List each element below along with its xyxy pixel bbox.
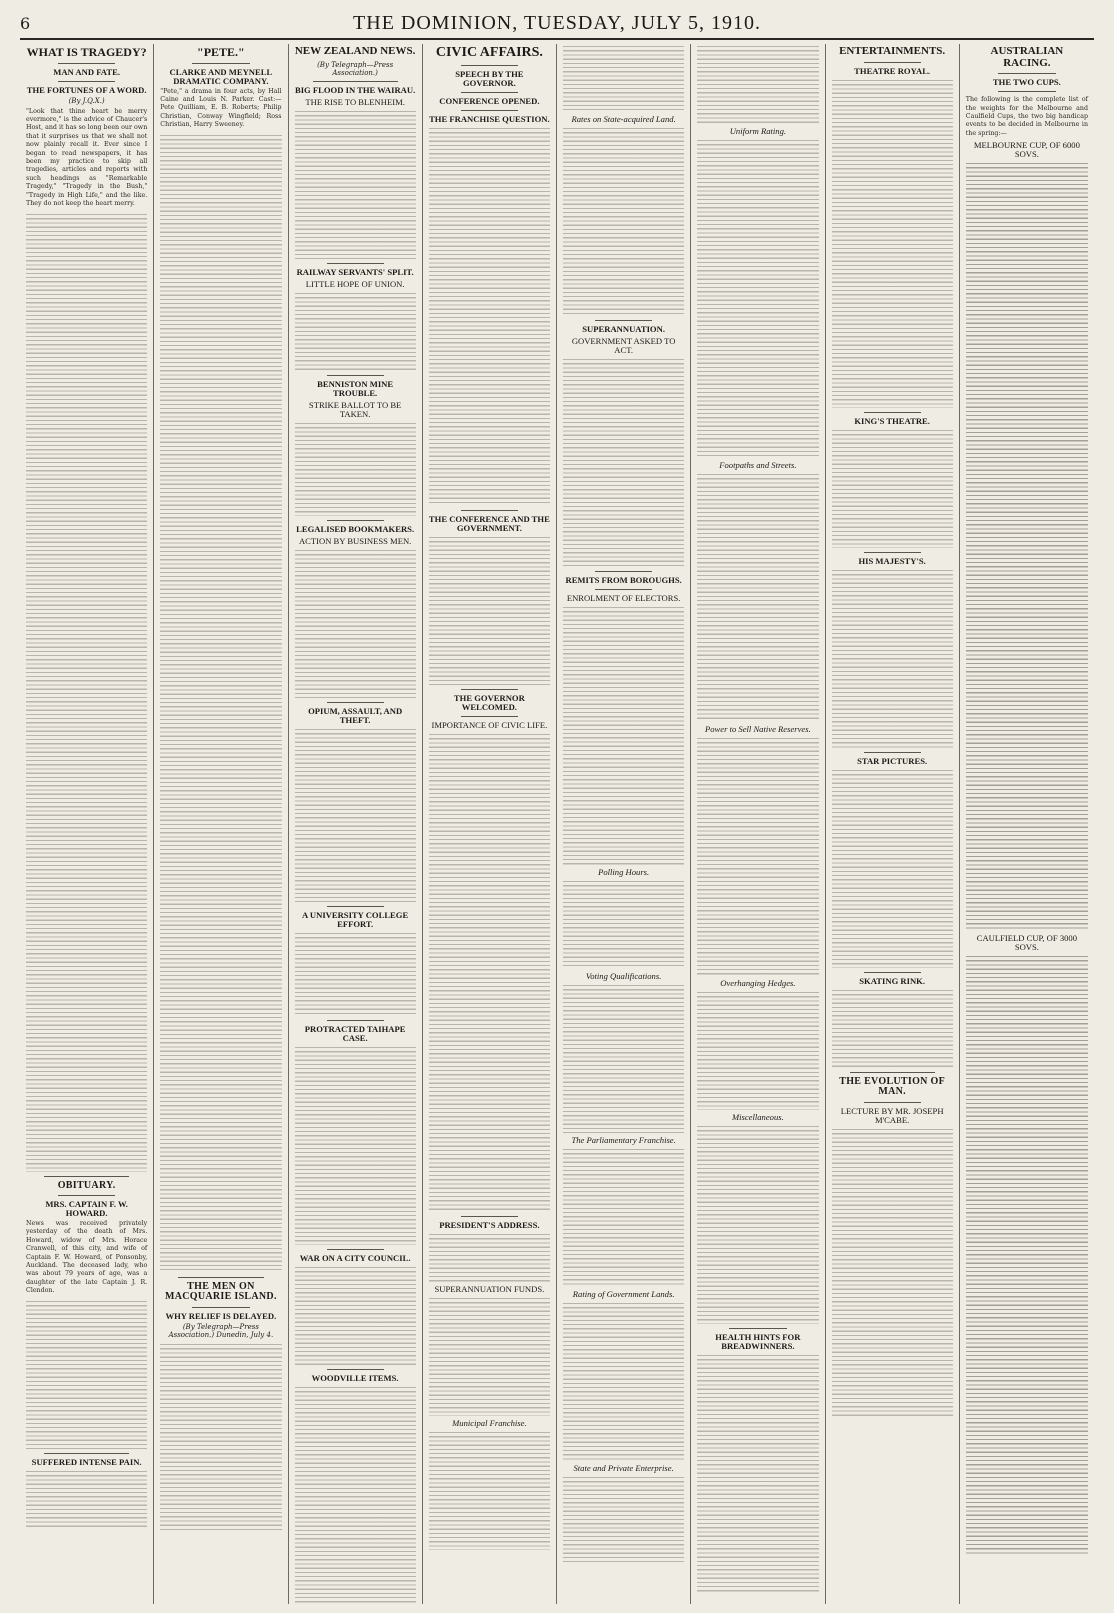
cast-paragraph: "Pete," a drama in four acts, by Hall Caine and Louis N. Parker. Cast:—Pete Quilliam, E. B. Roberts; Philip Christian, Conway Wingfield; Ross Christian, Harry Sweeney. [160,87,282,129]
headline-civic-affairs: CIVIC AFFAIRS. [435,45,543,60]
column-7 [826,44,960,1604]
article-paragraph: "Look that thine heart be merry evermore," is the advice of Chaucer's Host, and it has so long been our own that it surprises us that we shall not now plainly recall it. Ever since I began to read newspapers, it has been my practice to skip all tragedies, articles and reports with such headings as "Remarkable Tragedy," "Tragedy in the Bush," "Tragedy in High Life," and the like. They do not keep the heart merry. [26,107,148,208]
divider [313,81,398,82]
obituary-heading: OBITUARY. [57,1179,116,1191]
rating-govt-heading: Rating of Government Lands. [572,1289,675,1300]
divider [58,1195,115,1196]
super-funds-heading: SUPERANNUATION FUNDS. [434,1283,545,1294]
taihape-heading: PROTRACTED TAIHAPE CASE. [304,1023,406,1043]
macquarie-text-block [160,1342,281,1532]
divider [864,972,921,973]
kings-text-block [832,428,953,548]
state-private-heading: State and Private Enterprise. [573,1463,674,1474]
divider [461,1216,518,1217]
divider [729,1328,786,1329]
divider [850,1072,935,1073]
divider [327,520,384,521]
divider [461,110,518,111]
welcome-text-block [429,732,550,1212]
war-heading: WAR ON A CITY COUNCIL. [299,1252,411,1263]
obituary-text-block [26,1299,147,1449]
star-text-block [832,768,953,968]
benniston-heading: BENNISTON MINE TROUBLE. [317,378,394,398]
divider [998,73,1056,74]
hedges-heading: Overhanging Hedges. [720,978,796,989]
divider [327,906,384,907]
press-tag: (By Telegraph—Press Association.) [317,60,394,77]
divider [327,263,384,264]
bookmakers-heading: LEGALISED BOOKMAKERS. [296,523,415,534]
benniston-subhead: STRIKE BALLOT TO BE TAKEN. [308,399,402,419]
divider [44,1453,129,1454]
caulfield-cup-heading: CAULFIELD CUP, OF 3000 SOVS. [976,933,1078,953]
railway-heading: RAILWAY SERVANTS' SPLIT. [296,266,414,277]
headline-what-is-tragedy: WHAT IS TRAGEDY? [26,45,147,59]
melbourne-cup-heading: MELBOURNE CUP, OF 6000 SOVS. [973,140,1080,160]
subhead-man-and-fate: MAN AND FATE. [53,66,120,77]
column-8 [960,44,1094,1604]
column-2 [154,44,288,1604]
continued-text-block [563,44,684,112]
masthead [20,12,1094,40]
super-funds-text-block [429,1296,550,1416]
war-text-block [295,1265,416,1365]
divider [595,320,652,321]
majesty-text-block [832,568,953,748]
college-heading: A UNIVERSITY COLLEGE EFFORT. [302,909,409,929]
presidents-address-heading: PRESIDENT'S ADDRESS. [439,1219,540,1230]
divider [461,716,518,717]
column-4 [423,44,557,1604]
column-6 [691,44,825,1604]
pain-text-block [26,1469,147,1529]
headline-pete: "PETE." [197,45,245,59]
obituary-paragraph: News was received privately yesterday of the death of Mrs. Howard, widow of Mrs. Horace Cranwell, of this city, and wife of Captain F. W. Howard, of Ponsonby, Auckland. The deceased lady, who was about 79 years of age, was a daughter of the late Captain J. R. Clendon. [26,1220,148,1295]
divider [44,1176,129,1177]
masthead-title: THE DOMINION, TUESDAY, JULY 5, 1910. [353,12,761,34]
flood-heading: BIG FLOOD IN THE WAIRAU. [294,84,416,95]
flood-text-block [295,109,416,259]
page-number: 6 [20,14,31,33]
evolution-text-block [832,1127,953,1417]
headline-nz-news: NEW ZEALAND NEWS. [294,45,416,57]
native-reserves-heading: Power to Sell Native Reserves. [705,724,811,735]
two-cups-subhead: THE TWO CUPS. [992,77,1061,88]
conference-govt-heading: THE CONFERENCE AND THE GOVERNMENT. [428,513,550,533]
footpaths-heading: Footpaths and Streets. [719,460,797,471]
divider [178,1277,263,1278]
rates-heading: Rates on State-acquired Land. [571,114,676,124]
theatre-royal-heading: THEATRE ROYAL. [854,65,931,76]
column-5 [557,44,691,1604]
importance-heading: IMPORTANCE OF CIVIC LIFE. [431,719,548,730]
bookmakers-subhead: ACTION BY BUSINESS MEN. [298,535,412,546]
kings-theatre-heading: KING'S THEATRE. [854,415,930,426]
kicker-fortunes: THE FORTUNES OF A WORD. [26,84,147,95]
opium-text-block [295,727,416,902]
divider [192,1307,249,1308]
health-hints-heading: HEALTH HINTS FOR BREADWINNERS. [715,1332,801,1352]
uniform-rating-heading: Uniform Rating. [729,126,787,136]
star-pictures-heading: STAR PICTURES. [857,755,928,766]
macquarie-heading: THE MEN ON MACQUARIE ISLAND. [164,1280,277,1303]
voting-heading: Voting Qualifications. [585,971,662,982]
divider [864,1102,921,1103]
municipal-text-block [429,1430,550,1550]
railway-text-block [295,291,416,371]
polling-text-block [563,879,684,969]
divider [595,589,652,590]
evolution-subhead: LECTURE BY MR. JOSEPH M'CABE. [840,1105,944,1125]
rating-govt-text-block [563,1301,684,1461]
woodville-heading: WOODVILLE ITEMS. [311,1372,399,1383]
macquarie-tag: (By Telegraph—Press Association.) Dunedin, July 4. [168,1322,274,1339]
health-text-block [697,1353,818,1593]
native-reserves-text-block [697,736,818,976]
civic-text-block [429,126,550,506]
pain-heading: SUFFERED INTENSE PAIN. [31,1456,142,1467]
voting-text-block [563,983,684,1133]
municipal-franchise-heading: Municipal Franchise. [452,1417,527,1428]
divider [864,412,921,413]
superannuation-heading: SUPERANNUATION. [582,324,665,335]
his-majestys-heading: HIS MAJESTY'S. [858,555,926,566]
macquarie-subhead: WHY RELIEF IS DELAYED. [165,1310,277,1321]
superannuation-subhead: GOVERNMENT ASKED TO ACT. [571,336,676,356]
parliamentary-heading: The Parliamentary Franchise. [571,1135,676,1146]
column-3 [289,44,423,1604]
taihape-text-block [295,1045,416,1245]
divider [58,81,115,82]
divider [461,689,518,690]
subhead-franchise: THE FRANCHISE QUESTION. [429,113,550,124]
conference-text-block [429,535,550,685]
skating-heading: SKATING RINK. [859,975,925,986]
governor-welcomed-heading: THE GOVERNOR WELCOMED. [453,692,525,712]
divider [864,552,921,553]
headline-australian-racing: AUSTRALIAN RACING. [990,45,1064,69]
superannuation-text-block [563,357,684,567]
divider [327,1249,384,1250]
headline-entertainments: ENTERTAINMENTS. [839,45,946,57]
subhead-company: CLARKE AND MEYNELL DRAMATIC COMPANY. [169,66,273,86]
blenheim-heading: THE RISE TO BLENHEIM. [305,96,405,107]
divider [327,375,384,376]
divider [58,63,115,64]
racing-intro-paragraph: The following is the complete list of the weights for the Melbourne and Caulfield Cups, the two big handicap events to be decided in Melbourne in the spring:— [965,96,1088,137]
divider [998,91,1056,92]
divider [864,752,921,753]
subhead-conference: CONFERENCE OPENED. [439,95,540,106]
melbourne-weights-block [966,161,1088,931]
theatre-text-block [832,78,953,408]
misc-text-block [697,1124,818,1324]
uniform-rating-text-block [697,138,818,458]
columns [20,44,1094,1604]
divider [192,63,249,64]
benniston-text-block [295,421,416,516]
rates-text-block [563,126,684,316]
divider [864,62,921,63]
enrolment-heading: ENROLMENT OF ELECTORS. [566,593,681,604]
divider [327,702,384,703]
enrolment-text-block [563,605,684,865]
divider [461,92,518,93]
divider [595,571,652,572]
opium-heading: OPIUM, ASSAULT, AND THEFT. [308,705,403,725]
hedges-text-block [697,990,818,1110]
skating-text-block [832,988,953,1068]
railway-subhead: LITTLE HOPE OF UNION. [305,278,405,289]
remits-heading: REMITS FROM BOROUGHS. [565,575,682,586]
review-text-block [160,133,281,1273]
presidents-text-block [429,1232,550,1282]
divider [461,510,518,511]
parliamentary-text-block [563,1147,684,1287]
divider [327,1369,384,1370]
byline: (By J.Q.X.) [68,96,105,105]
misc-heading: Miscellaneous. [731,1112,784,1123]
divider [461,65,518,66]
polling-heading: Polling Hours. [598,867,650,878]
article-text-block [26,212,147,1172]
divider [327,1020,384,1021]
caulfield-weights-block [966,954,1088,1554]
obituary-subhead: MRS. CAPTAIN F. W. HOWARD. [45,1199,128,1219]
evolution-heading: THE EVOLUTION OF MAN. [839,1075,945,1098]
college-text-block [295,931,416,1016]
column-1 [20,44,154,1604]
footpaths-text-block [697,472,818,722]
subhead-governor: SPEECH BY THE GOVERNOR. [455,68,524,88]
bookmakers-text-block [295,548,416,698]
woodville-text-block [295,1385,416,1604]
continued-text-block [697,44,818,124]
state-private-text-block [563,1475,684,1565]
